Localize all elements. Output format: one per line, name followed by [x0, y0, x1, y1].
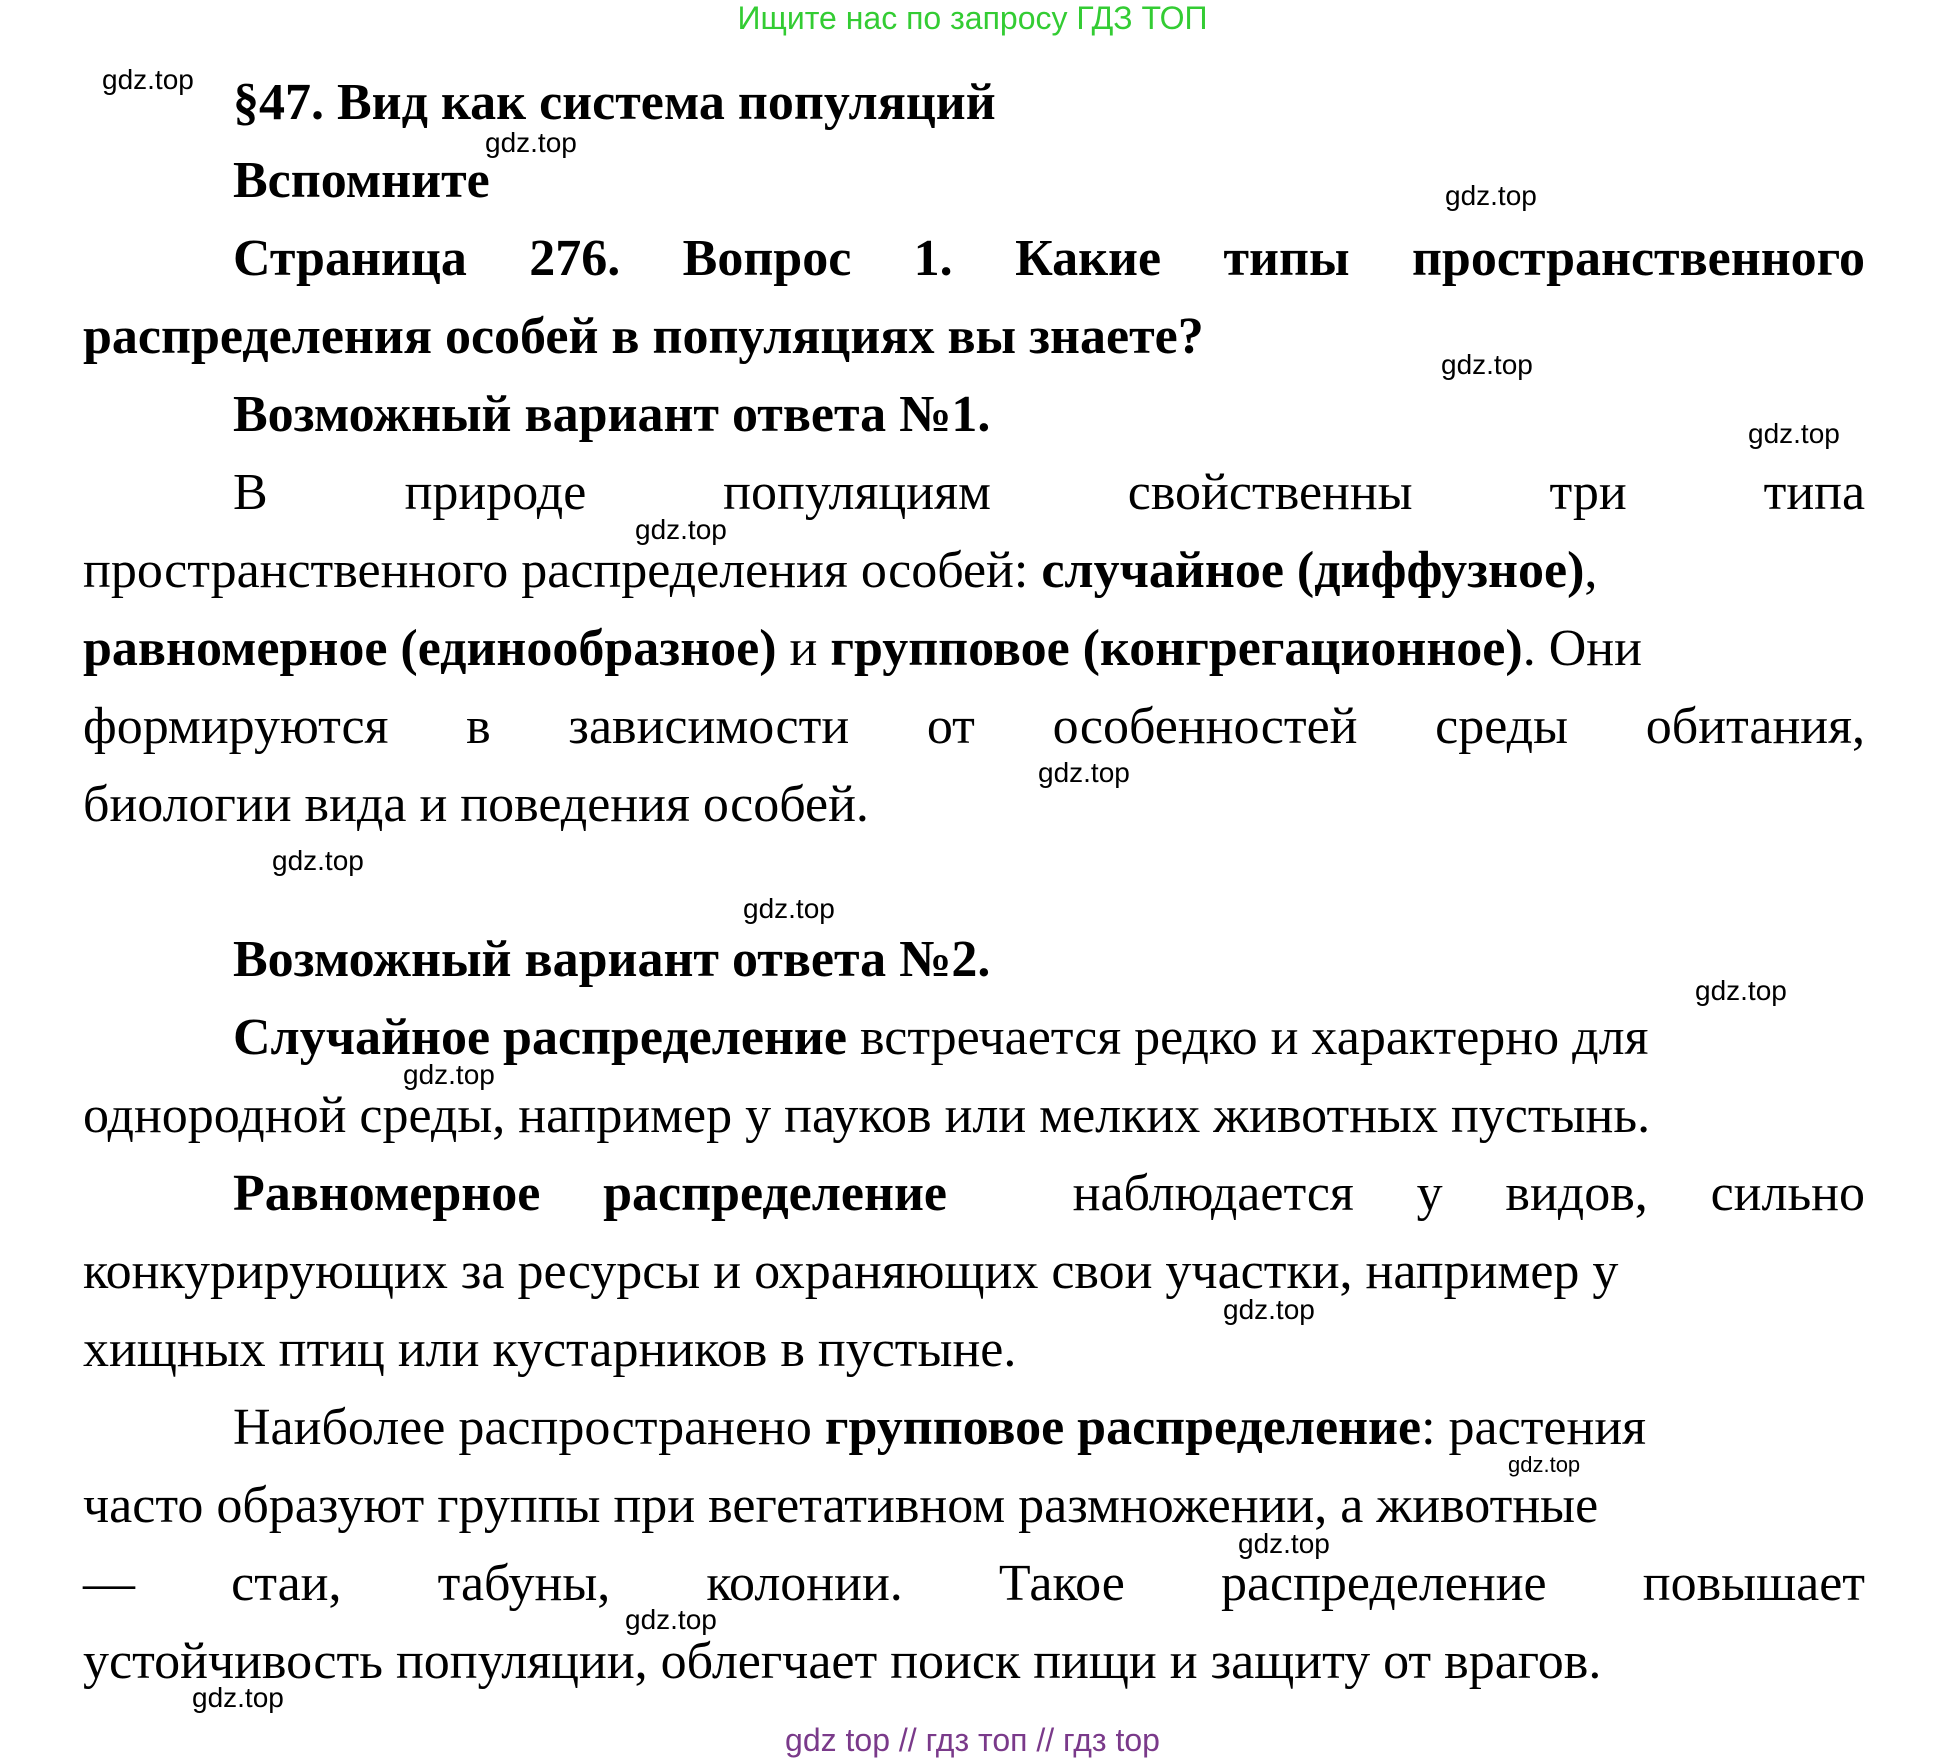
question-line-2: распределения особей в популяциях вы знаете?	[83, 308, 1204, 365]
term-uniform: Равномерное распределение	[233, 1165, 947, 1222]
term-group: групповое (конгрегационное)	[830, 620, 1523, 677]
word: природе	[404, 464, 587, 521]
answer1-line-1	[233, 463, 1865, 523]
answer2-p1-line-2: однородной среды, например у пауков или мелких животных пустынь.	[83, 1087, 1651, 1144]
word: три	[1549, 464, 1627, 521]
term-group: групповое распределение	[824, 1399, 1422, 1456]
watermark: gdz.top	[1038, 757, 1130, 788]
answer1-heading: Возможный вариант ответа №1.	[233, 386, 991, 443]
watermark: gdz.top	[1238, 1528, 1330, 1559]
word: Такое	[998, 1555, 1125, 1612]
text: встречается редко и характерно для	[846, 1009, 1649, 1066]
word: повышает	[1642, 1555, 1865, 1612]
word: популяциям	[723, 464, 991, 521]
word: среды	[1435, 698, 1569, 755]
watermark: gdz.top	[1223, 1294, 1315, 1325]
word: распределение	[1220, 1555, 1547, 1612]
word: колонии.	[706, 1555, 903, 1612]
answer2-p2-line-1	[233, 1164, 1865, 1224]
watermark: gdz.top	[1748, 418, 1840, 449]
word: в	[466, 698, 491, 755]
text: . Они	[1522, 620, 1642, 677]
answer2-p3-line-4: устойчивость популяции, облегчает поиск пищи и защиту от врагов.	[83, 1633, 1602, 1690]
word: зависимости	[568, 698, 850, 755]
text: : растения	[1421, 1399, 1647, 1456]
watermark: gdz.top	[1441, 349, 1533, 380]
answer1-line-5: биологии вида и поведения особей.	[83, 776, 869, 833]
watermark: gdz.top	[403, 1059, 495, 1090]
watermark: gdz.top	[272, 845, 364, 876]
term-uniform: равномерное (единообразное)	[83, 620, 777, 677]
answer2-p1-line-1	[233, 1008, 1648, 1068]
top-banner[interactable]: Ищите нас по запросу ГДЗ ТОП	[737, 0, 1208, 36]
text: и	[776, 620, 831, 677]
answer2-p2-line-2: конкурирующих за ресурсы и охраняющих свои участки, например у	[83, 1243, 1619, 1300]
term-random: случайное (диффузное)	[1041, 542, 1585, 599]
answer2-p2-line-3: хищных птиц или кустарников в пустыне.	[83, 1321, 1017, 1378]
question-label: Страница 276. Вопрос 1.	[233, 230, 953, 287]
text: ,	[1584, 542, 1598, 599]
word: от	[926, 698, 975, 755]
text: наблюдается у видов, сильно	[1009, 1165, 1866, 1222]
text: пространственного распределения особей:	[83, 542, 1042, 599]
text: Наиболее распространено	[233, 1399, 825, 1456]
word: В	[233, 464, 268, 521]
word: обитания,	[1645, 698, 1866, 755]
page-title: §47. Вид как система популяций	[233, 74, 996, 131]
bottom-banner[interactable]: gdz top // гдз топ // гдз top	[785, 1722, 1160, 1758]
answer2-p3-line-1	[233, 1398, 1646, 1458]
section-heading: Вспомните	[233, 152, 490, 209]
watermark: gdz.top	[1445, 180, 1537, 211]
word: особенностей	[1052, 698, 1358, 755]
answer1-line-3	[83, 619, 1642, 679]
watermark: gdz.top	[1508, 1452, 1581, 1477]
watermark: gdz.top	[1695, 975, 1787, 1006]
watermark: gdz.top	[625, 1604, 717, 1635]
word: формируются	[83, 698, 389, 755]
watermark: gdz.top	[102, 64, 194, 95]
watermark: gdz.top	[485, 127, 577, 158]
term-random: Случайное распределение	[233, 1009, 847, 1066]
watermark: gdz.top	[743, 893, 835, 924]
question-text: Какие типы пространственного	[1015, 230, 1865, 287]
question-line-1	[233, 229, 1865, 289]
word: свойственны	[1127, 464, 1413, 521]
word: табуны,	[437, 1555, 611, 1612]
word: стаи,	[231, 1555, 342, 1612]
answer2-p3-line-2: часто образуют группы при вегетативном размножении, а животные	[83, 1477, 1599, 1534]
answer1-line-4	[83, 697, 1865, 757]
word: типа	[1763, 464, 1866, 521]
answer2-heading: Возможный вариант ответа №2.	[233, 931, 991, 988]
answer1-line-2	[83, 541, 1865, 601]
word: —	[83, 1555, 135, 1612]
watermark: gdz.top	[192, 1682, 284, 1713]
watermark: gdz.top	[635, 514, 727, 545]
answer2-p3-line-3	[83, 1554, 1865, 1614]
